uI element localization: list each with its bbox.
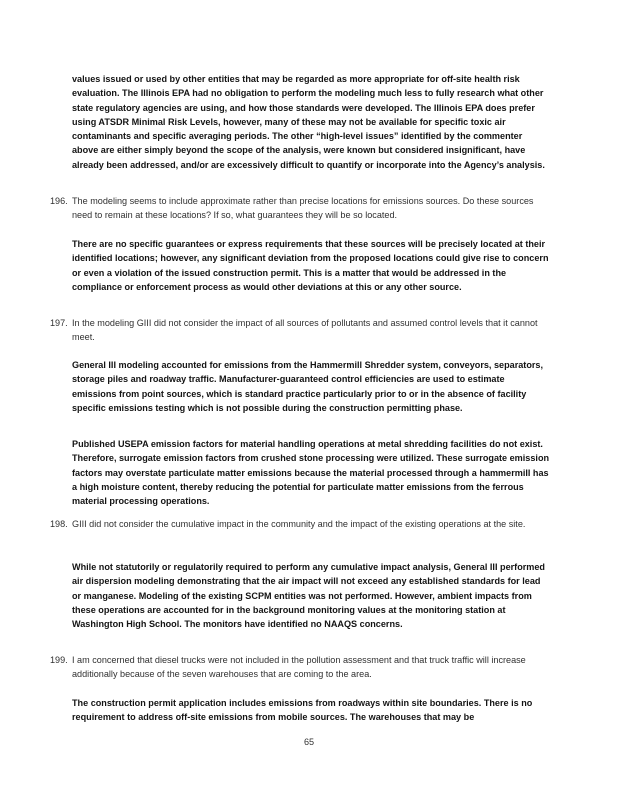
comment-number: 199. <box>50 655 68 665</box>
comment-198 <box>50 517 550 531</box>
comment-text: The modeling seems to include approximate rather than precise locations for emissions sources. Do these sources need to remain at these locations? If so, what guarantees they will be so located. <box>72 196 534 221</box>
response-196: There are no specific guarantees or express requirements that these sources will be precisely located at their identified locations; however, any significant deviation from the proposed locations could give rise to concern or even a violation of the issued construction permit. This is a matter that would be addressed in the compliance or enforcement process as would other deviations at this or any other source. <box>72 239 549 292</box>
comment-number: 198. <box>50 519 68 529</box>
response-199: The construction permit application includes emissions from roadways within site boundaries. There is no requirement to address off-site emissions from mobile sources. The warehouses that may be <box>72 698 533 723</box>
comment-number: 196. <box>50 196 68 206</box>
response-197-part1: General III modeling accounted for emissions from the Hammermill Shredder system, conveyors, separators, storage piles and roadway traffic. Manufacturer-guaranteed control efficiencies are used to estimate emissions from point sources, which is standard practice particularly prior to or in the absence of facility specific emissions testing which is not possible during the construction permitting phase. <box>72 360 544 413</box>
comment-196 <box>50 194 550 223</box>
comment-197 <box>50 316 550 345</box>
page-number: 65 <box>303 737 315 747</box>
response-198: While not statutorily or regulatorily required to perform any cumulative impact analysis, General III performed air dispersion modeling demonstrating that the air impact will not exceed any established standards for lead or manganese. Modeling of the existing SCPM entities was not performed. However, ambient impacts from these operations are accounted for in the background monitoring values at the monitoring station at Washington High School. The monitors have identified no NAAQS concerns. <box>72 562 545 630</box>
response-paragraph-continued: values issued or used by other entities that may be regarded as more appropriate for off-site health risk evaluation. The Illinois EPA had no obligation to perform the modeling much less to fully research what other state regulatory agencies are using, and how those standards were developed. The Illinois EPA does prefer using ATSDR Minimal Risk Levels, however, many of these may not be available for specific toxic air contaminants and specific averaging periods. The other “high-level issues” identified by the commenter above are either simply beyond the scope of the analysis, were known but considered insignificant, have already been addressed, and/or are excessively difficult to quantify or incorporate into the Agency’s analysis. <box>72 74 545 170</box>
comment-text: GIII did not consider the cumulative impact in the community and the impact of the existing operations at the site. <box>72 519 526 529</box>
comment-text: In the modeling GIII did not consider the impact of all sources of pollutants and assumed control levels that it cannot meet. <box>72 318 538 343</box>
comment-number: 197. <box>50 318 68 328</box>
comment-199 <box>50 653 550 682</box>
response-197-part2: Published USEPA emission factors for material handling operations at metal shredding facilities do not exist. Therefore, surrogate emission factors from crushed stone processing were utilized. These surrogate emission factors may overstate particulate matter emissions because the material processed through a hammermill has a high moisture content, thereby reducing the potential for particulate matter emissions from the ferrous material processing operations. <box>72 439 550 507</box>
comment-text: I am concerned that diesel trucks were not included in the pollution assessment and that truck traffic will increase additionally because of the seven warehouses that are coming to the area. <box>72 655 526 680</box>
